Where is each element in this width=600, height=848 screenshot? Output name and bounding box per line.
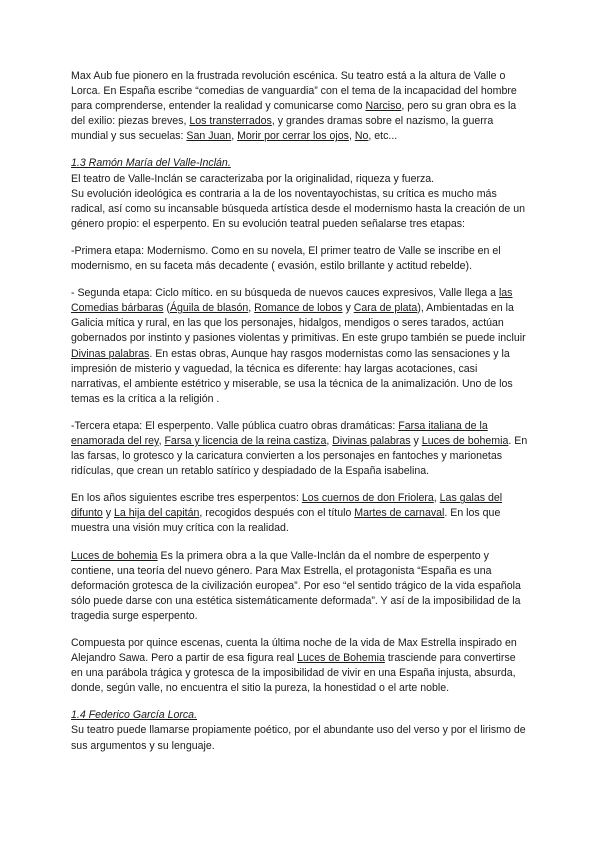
paragraph-esperpentos [71,491,529,536]
paragraph-tercera-etapa [71,419,529,479]
work-title: Romance de lobos [254,302,343,315]
work-title: Luces de bohemia [71,549,158,562]
text-run: , etc... [368,130,398,143]
work-title: San Juan [186,130,232,143]
text-run: Compuesta por quince escenas, cuenta la última noche de la vida de Max Estrella inspirado en Alejandro Sawa. Pero a partir de esa figura real [71,637,517,665]
text-run: ( [163,302,170,315]
text-run: El teatro de Valle-Inclán se caracterizaba por la originalidad, riqueza y fuerza. [71,172,435,185]
text-run: Es la primera obra a la que Valle-Inclán da el nombre de esperpento y contiene, una teoría del nuevo género. Para Max Estrella, el protagonista “España es una deformación grotesca de la civilización europea”. Por eso “el sentido trágico de la vida española sólo puede darse con una estética sistemáticamente deformada”. Y así de la imposibilidad de la tragedia surge esperpento. [71,549,521,622]
work-title: Luces de Bohemia [297,652,385,665]
text-run: , [248,302,255,315]
text-run: . En estas obras, Aunque hay rasgos modernistas como las sensaciones y la impresión de misterio y vaguedad, la técnica es diferente: hay largas acotaciones, casi narrativas, el ambiente estétrico y miserable, se usa la técnica de la animalización. Uno de los temas es la crítica a la religión . [71,347,513,405]
paragraph-max-aub [71,69,529,144]
paragraph-valle-intro-2 [71,187,529,232]
work-title: Divinas palabras [71,347,150,360]
text-run: En los años siguientes escribe tres esperpentos: [71,492,302,505]
work-title: Martes de carnaval [354,507,445,520]
section-heading-garcia-lorca: 1.4 Federico García Lorca. [71,709,198,722]
paragraph-primera-etapa [71,244,529,274]
text-run: , recogidos después con el título [199,507,355,520]
text-run: , [231,130,238,143]
text-run: - Segunda etapa: Ciclo mítico. en su búsqueda de nuevos cauces expresivos, Valle llega a [71,287,499,300]
paragraph-compuesta [71,636,529,696]
text-run: y [410,434,422,447]
paragraph-segunda-etapa [71,286,529,407]
work-title: Cara de plata [353,302,418,315]
paragraph-luces-de-bohemia [71,549,529,624]
paragraph-lorca [71,723,529,753]
work-title: Águila de blasón [169,302,249,315]
text-run: , [158,434,165,447]
work-title: Luces de bohemia [421,434,509,447]
text-run: . En las farsas, lo grotesco y la caricatura convierten a los personajes en fantoches y marionetas ridículas, que crean un retablo satírico y despiadado de la España isabelina. [71,434,528,478]
work-title: Las galas del difunto [71,492,503,520]
work-title: las Comedias bárbaras [71,287,513,315]
text-run: -Tercera etapa: El esperpento. Valle pública cuatro obras dramáticas: [71,419,399,432]
text-run: , [326,434,333,447]
work-title: Los cuernos de don Friolera [301,492,434,505]
text-run: ), Ambientadas en la Galicia mítica y rural, en las que los personajes, hidalgos, mendigos o seres tarados, actúan gobernados por instinto y pasiones violentas y primitivas. En este grupo también se puede incluir [71,302,526,345]
text-run: y [342,302,354,315]
paragraph-valle-intro-1 [71,172,529,187]
text-run: , [348,130,355,143]
text-run: trasciende para convertirse en una parábola trágica y grotesca de la imposibilidad de vivir en una España injusta, absurda, donde, según valle, no encuentra el sitio la pureza, la honestidad o el arte noble. [71,652,516,695]
text-run: Su teatro puede llamarse propiamente poético, por el abundante uso del verso y por el lirismo de sus argumentos y su lenguaje. [71,724,526,752]
work-title: Narciso [365,100,402,113]
section-heading-valle-inclan: 1.3 Ramón María del Valle-Inclán. [71,157,231,170]
work-title: Divinas palabras [332,434,411,447]
work-title: La hija del capitán [114,507,200,520]
text-run: Max Aub fue pionero en la frustrada revolución escénica. Su teatro está a la altura de Valle o Lorca. En España escribe “comedias de vanguardia” con el tema de la incapacidad del hombre para comprenderse, entender la realidad y comunicarse como [71,70,517,113]
text-run: . En los que muestra una visión muy crítica con la realidad. [71,507,501,535]
work-title: Farsa y licencia de la reina castiza [164,434,327,447]
text-run: Su evolución ideológica es contraria a la de los noventayochistas, su crítica es mucho más radical, así como su incansable búsqueda artística desde el modernismo hasta la creación de un género propio: el esperpento. En su evolución teatral pueden señalarse tres etapas: [71,187,526,230]
text-run: , pero su gran obra es la del exilio: piezas breves, [71,100,517,128]
work-title: Morir por cerrar los ojos [237,130,349,143]
work-title: No [354,130,369,143]
text-run: , y grandes dramas sobre el nazismo, la guerra mundial y sus secuelas: [71,115,494,143]
work-title: Los transterrados [189,115,272,128]
text-run: -Primera etapa: Modernismo. Como en su novela, El primer teatro de Valle se inscribe en el modernismo, en su faceta más decadente ( evasión, estilo brillante y actitud rebelde). [71,244,501,273]
work-title: Farsa italiana de la enamorada del rey [71,419,488,447]
text-run: y [102,507,114,520]
text-run: , [433,492,440,505]
